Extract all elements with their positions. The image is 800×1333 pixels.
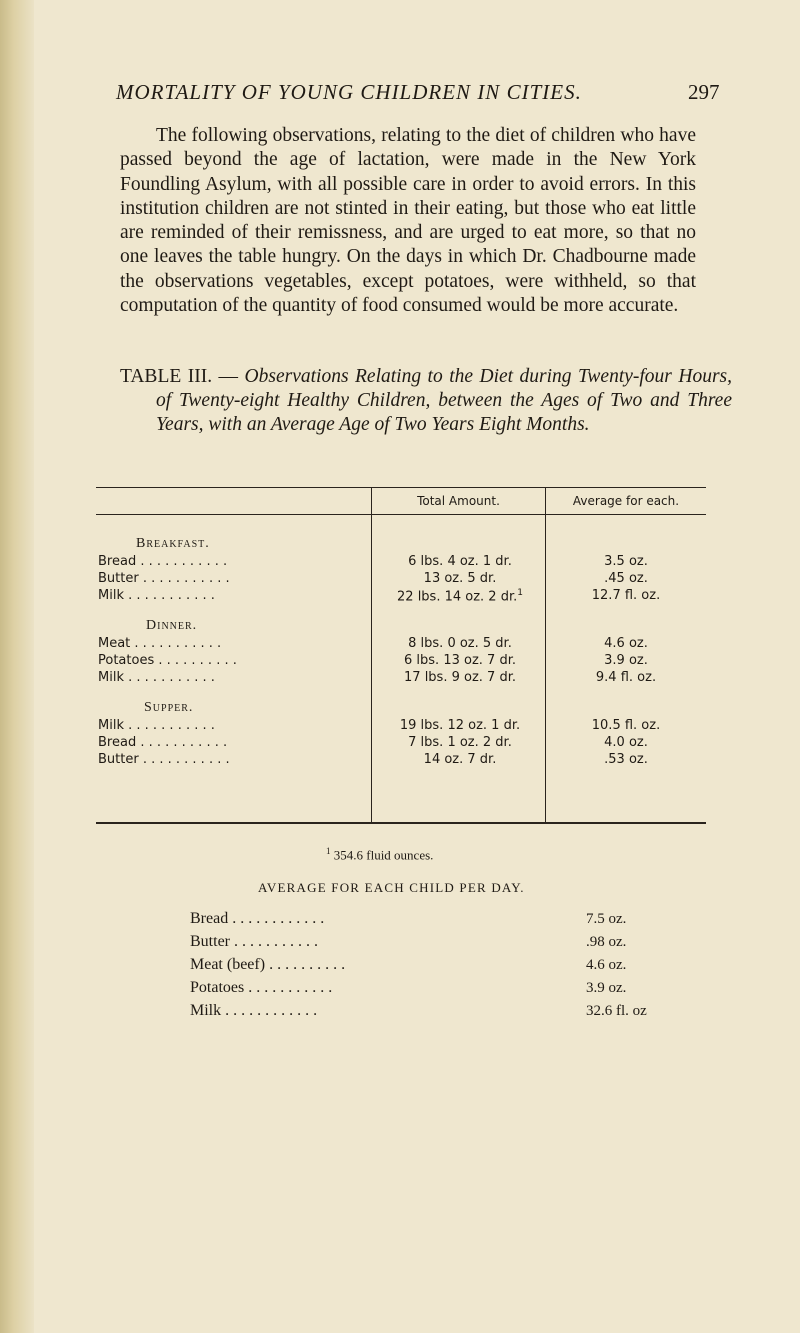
column-header-average: Average for each. (572, 494, 680, 508)
table-column-rule-1 (371, 487, 372, 822)
table-row-label: Meat . . . . . . . . . . . (98, 636, 222, 651)
total-amount: 14 oz. 7 dr. (423, 752, 497, 767)
average-amount: .53 oz. (604, 752, 648, 767)
section-heading: Dinner. (146, 618, 198, 633)
average-item-label: Bread . . . . . . . . . . . . (190, 910, 325, 927)
table-row-label: Bread . . . . . . . . . . . (98, 735, 228, 750)
average-item-label: Potatoes . . . . . . . . . . . (190, 979, 333, 996)
total-amount (380, 588, 540, 604)
average-amount: 3.5 oz. (604, 554, 648, 569)
table-label: TABLE III. — (120, 366, 239, 387)
average-amount: 4.6 oz. (604, 636, 648, 651)
average-heading: AVERAGE FOR EACH CHILD PER DAY. (258, 880, 525, 895)
table-row-label: Potatoes . . . . . . . . . . (98, 653, 237, 668)
average-item-label: Meat (beef) . . . . . . . . . . (190, 956, 346, 973)
average-amount: 10.5 fl. oz. (591, 718, 661, 733)
total-amount: 6 lbs. 13 oz. 7 dr. (404, 653, 516, 668)
average-item-value: 4.6 oz. (586, 957, 627, 973)
average-item-value: 32.6 fl. oz (586, 1003, 647, 1019)
average-item-label: Milk . . . . . . . . . . . . (190, 1002, 318, 1019)
table-row-label: Bread . . . . . . . . . . . (98, 554, 228, 569)
average-amount: 12.7 fl. oz. (591, 588, 661, 603)
footnote-text: 354.6 fluid ounces. (333, 847, 434, 863)
average-item-value: 3.9 oz. (586, 980, 627, 996)
running-title: MORTALITY OF YOUNG CHILDREN IN CITIES. (116, 80, 582, 104)
footnote-marker: 1 (517, 588, 523, 598)
table-row-label: Butter . . . . . . . . . . . (98, 752, 230, 767)
table-row-label: Butter . . . . . . . . . . . (98, 571, 230, 586)
total-amount: 13 oz. 5 dr. (423, 571, 497, 586)
table-row-label: Milk . . . . . . . . . . . (98, 588, 215, 603)
table-row-label: Milk . . . . . . . . . . . (98, 670, 215, 685)
section-heading: Supper. (144, 700, 194, 715)
average-amount: 3.9 oz. (604, 653, 648, 668)
average-item-value: .98 oz. (586, 934, 627, 950)
column-header-total: Total Amount. (417, 494, 500, 508)
table-top-rule (96, 487, 706, 488)
total-amount-text: 22 lbs. 14 oz. 2 dr. (397, 589, 518, 605)
average-amount: .45 oz. (604, 571, 648, 586)
table-title (120, 365, 732, 437)
page-number: 297 (688, 80, 720, 104)
table-header-rule (96, 514, 706, 515)
footnote-mark: 1 (326, 846, 331, 856)
table-subtitle: Observations Relating to the Diet during Twenty-four Hours, of Twenty-eight Healthy Children, between the Ages of Two and Three Years, with an Average Age of Two Years Eight Months. (156, 366, 732, 435)
table-bottom-rule (96, 822, 706, 824)
average-item-value: 7.5 oz. (586, 911, 627, 927)
section-heading: Breakfast. (136, 536, 210, 551)
average-amount: 4.0 oz. (604, 735, 648, 750)
total-amount: 7 lbs. 1 oz. 2 dr. (408, 735, 512, 750)
total-amount: 6 lbs. 4 oz. 1 dr. (408, 554, 512, 569)
average-item-label: Butter . . . . . . . . . . . (190, 933, 318, 950)
total-amount: 8 lbs. 0 oz. 5 dr. (408, 636, 512, 651)
footnote (326, 846, 433, 863)
total-amount: 19 lbs. 12 oz. 1 dr. (399, 718, 521, 733)
total-amount: 17 lbs. 9 oz. 7 dr. (404, 670, 516, 685)
intro-paragraph: The following observations, relating to the diet of children who have passed beyond the age of lactation, were made in the New York Foundling Asylum, with all possible care in order to avoid errors. In this institution children are not stinted in their eating, but those who eat little are reminded of their remissness, and are urged to eat more, so that no one leaves the table hungry. On the days in which Dr. Chadbourne made the observations vegetables, except potatoes, were withheld, so that computation of the quantity of food consumed would be more accurate. (120, 125, 696, 317)
table-row-label: Milk . . . . . . . . . . . (98, 718, 215, 733)
average-amount: 9.4 fl. oz. (595, 670, 657, 685)
